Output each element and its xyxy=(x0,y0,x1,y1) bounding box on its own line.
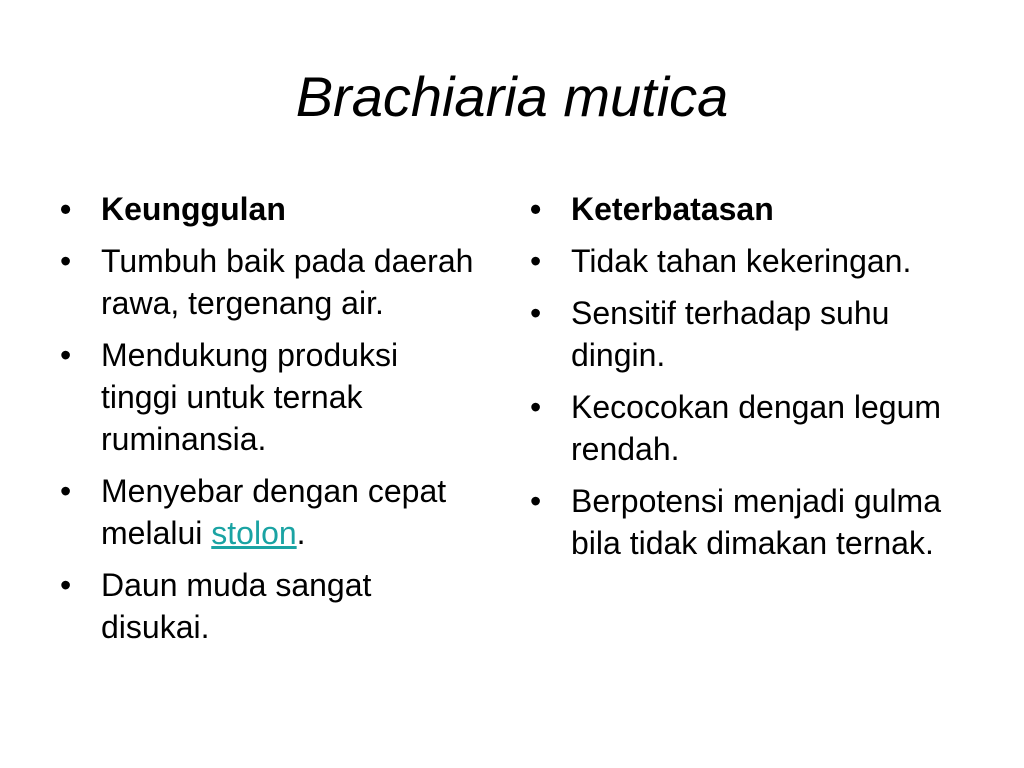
advantage-item: • Tumbuh baik pada daerah rawa, tergenang air. xyxy=(60,240,480,324)
advantages-list xyxy=(60,188,480,658)
advantages-heading: • Keunggulan xyxy=(60,188,480,230)
slide-title: Brachiaria mutica xyxy=(295,65,729,128)
limitation-item: • Tidak tahan kekeringan. xyxy=(530,240,950,282)
limitation-item: • Kecocokan dengan legum rendah. xyxy=(530,386,950,470)
advantage-item: • Mendukung produksi tinggi untuk ternak ruminansia. xyxy=(60,334,480,460)
limitations-list xyxy=(530,188,950,574)
advantage-item: • Daun muda sangat disukai. xyxy=(60,564,480,648)
advantage-item-text: Menyebar dengan cepat melalui xyxy=(101,473,447,551)
limitations-heading: • Keterbatasan xyxy=(530,188,950,230)
advantage-item-punct: . xyxy=(296,515,306,551)
limitation-item: • Sensitif terhadap suhu dingin. xyxy=(530,292,950,376)
stolon-link[interactable]: stolon xyxy=(211,515,297,551)
limitation-item: • Berpotensi menjadi gulma bila tidak dimakan ternak. xyxy=(530,480,950,564)
advantage-item xyxy=(60,470,480,554)
